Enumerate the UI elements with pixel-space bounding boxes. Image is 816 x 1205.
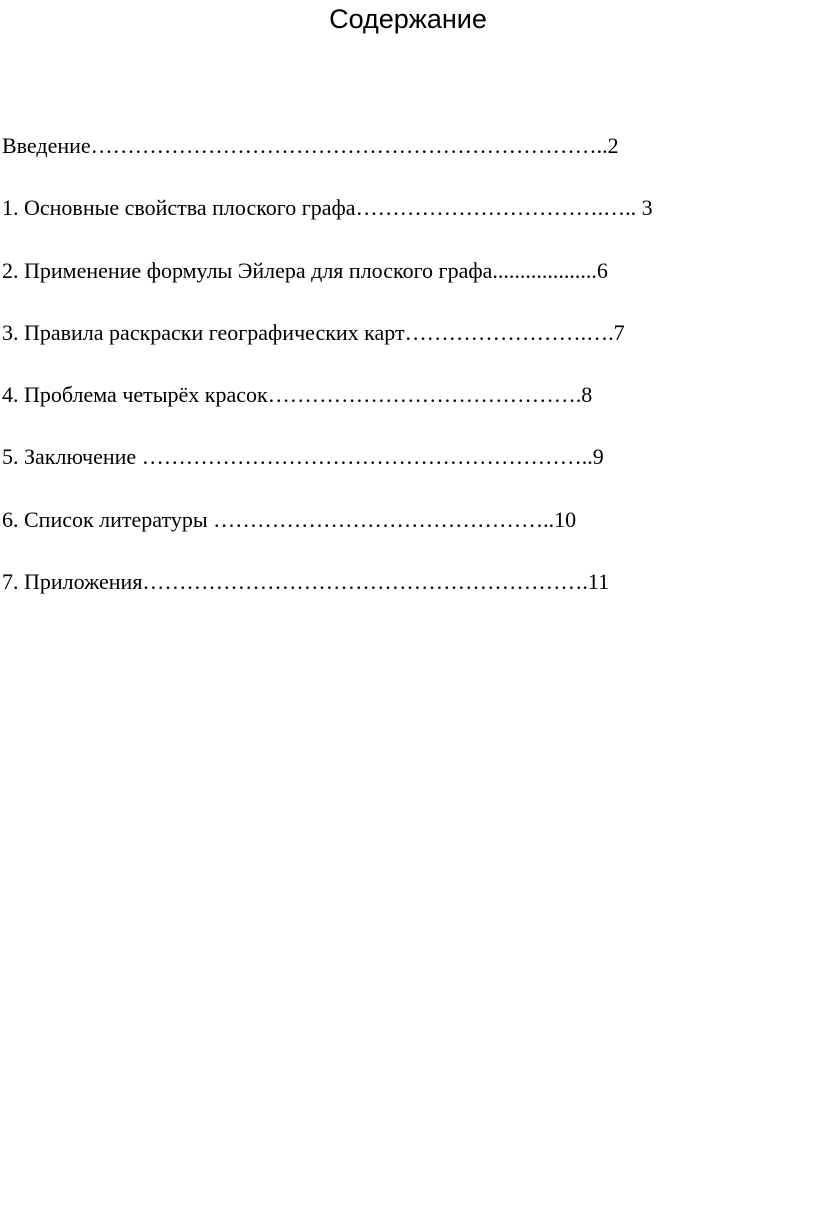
page-title: Содержание [329,4,487,34]
toc-entry-6: 6. Список литературы ………………………………………..10 [2,506,577,532]
toc-entry-7: 7. Приложения…………………………………………………….11 [2,569,610,595]
toc-entry-introduction: Введение……………………………………………………………..2 [2,133,619,158]
toc-entry-3: 3. Правила раскраски географических карт…………………….….7 [2,319,625,345]
toc-entry-5: 5. Заключение ……………………………………………………..9 [2,444,604,470]
toc-entry-2: 2. Применение формулы Эйлера для плоского графа...................6 [2,257,608,283]
toc-entry-1: 1. Основные свойства плоского графа…………………………….….. 3 [2,195,653,221]
toc-entry-4: 4. Проблема четырёх красок…………………………………….8 [2,382,593,408]
table-of-contents [2,129,653,627]
